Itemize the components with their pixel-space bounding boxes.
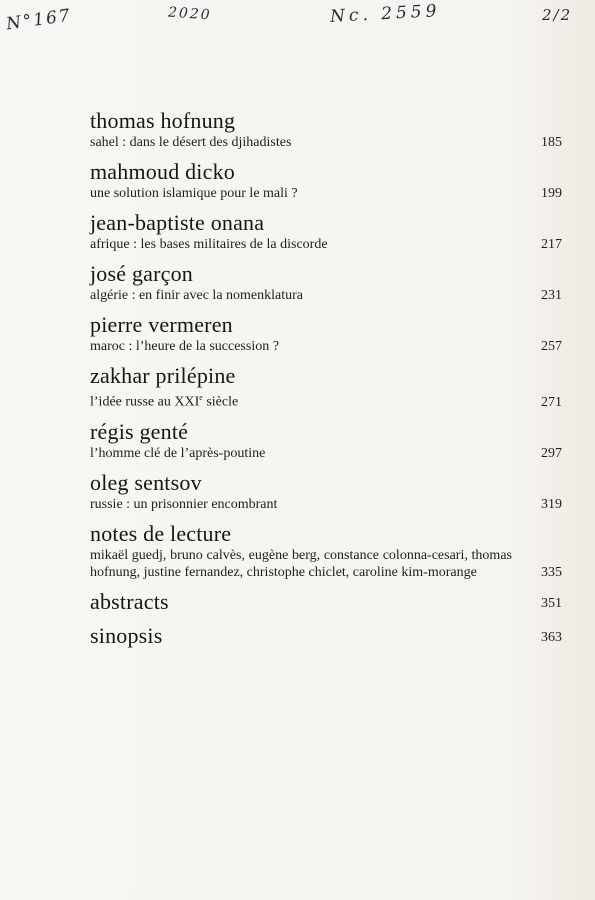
entry-page-number: 199 — [541, 186, 562, 201]
entry-page-number: 351 — [541, 595, 562, 611]
handwritten-year: 2020 — [167, 4, 213, 24]
entry-heading: sinopsis — [90, 622, 163, 648]
entry-page-number: 271 — [541, 394, 562, 410]
toc-entry — [90, 363, 562, 411]
entry-title: maroc : l’heure de la succession ? — [90, 339, 279, 354]
entry-title: afrique : les bases militaires de la discorde — [90, 237, 328, 252]
entry-page-number: 297 — [541, 445, 562, 461]
entry-page-number: 257 — [541, 339, 562, 354]
entry-author: pierre vermeren — [90, 312, 233, 337]
entry-heading: abstracts — [90, 588, 169, 614]
entry-title: algérie : en finir avec la nomenklatura — [90, 288, 304, 303]
toc-entry — [90, 521, 562, 581]
entry-author: régis genté — [90, 418, 189, 444]
handwritten-catalog-number: Nc. 2559 — [329, 1, 441, 27]
entry-page-number: 231 — [541, 288, 562, 303]
entry-contributors: mikaël guedj, bruno calvès, eugène berg, constance colonna-cesari, thomas hofnung, justine fernandez, christophe chiclet, caroline kim-morange — [90, 547, 512, 580]
entry-author: mahmoud dicko — [90, 159, 235, 184]
entry-page-number: 363 — [541, 629, 562, 645]
entry-author: josé garçon — [90, 261, 193, 286]
entry-title: l’homme clé de l’après-poutine — [90, 445, 266, 461]
toc-entry — [90, 108, 562, 151]
toc-entry — [90, 623, 562, 649]
entry-author: thomas hofnung — [90, 108, 236, 133]
entry-title-end: siècle — [202, 394, 239, 410]
entry-title-main: l’idée russe au XXI — [90, 394, 200, 410]
entry-title: une solution islamique pour le mali ? — [90, 186, 298, 201]
toc-entry — [90, 210, 562, 253]
entry-page-number: 319 — [541, 496, 562, 512]
entry-page-number: 217 — [541, 237, 562, 252]
toc-entry — [90, 589, 562, 615]
entry-page-number: 185 — [541, 135, 562, 150]
handwritten-issue-number: N°167 — [4, 5, 73, 35]
entry-author: jean-baptiste onana — [90, 210, 265, 235]
entry-title: sahel : dans le désert des djihadistes — [90, 135, 292, 150]
entry-page-number: 335 — [541, 564, 562, 580]
toc-entry — [90, 470, 562, 513]
toc-entry — [90, 419, 562, 462]
entry-author: oleg sentsov — [90, 469, 202, 495]
entry-title-superscript: e — [199, 393, 203, 402]
table-of-contents — [90, 108, 562, 657]
entry-title — [90, 389, 562, 411]
entry-author: notes de lecture — [90, 520, 232, 546]
toc-entry — [90, 261, 562, 304]
entry-title: russie : un prisonnier encombrant — [90, 496, 278, 512]
handwritten-page-count: 2/2 — [542, 6, 573, 24]
entry-author: zakhar prilépine — [90, 363, 236, 388]
toc-entry — [90, 312, 562, 355]
toc-entry — [90, 159, 562, 202]
